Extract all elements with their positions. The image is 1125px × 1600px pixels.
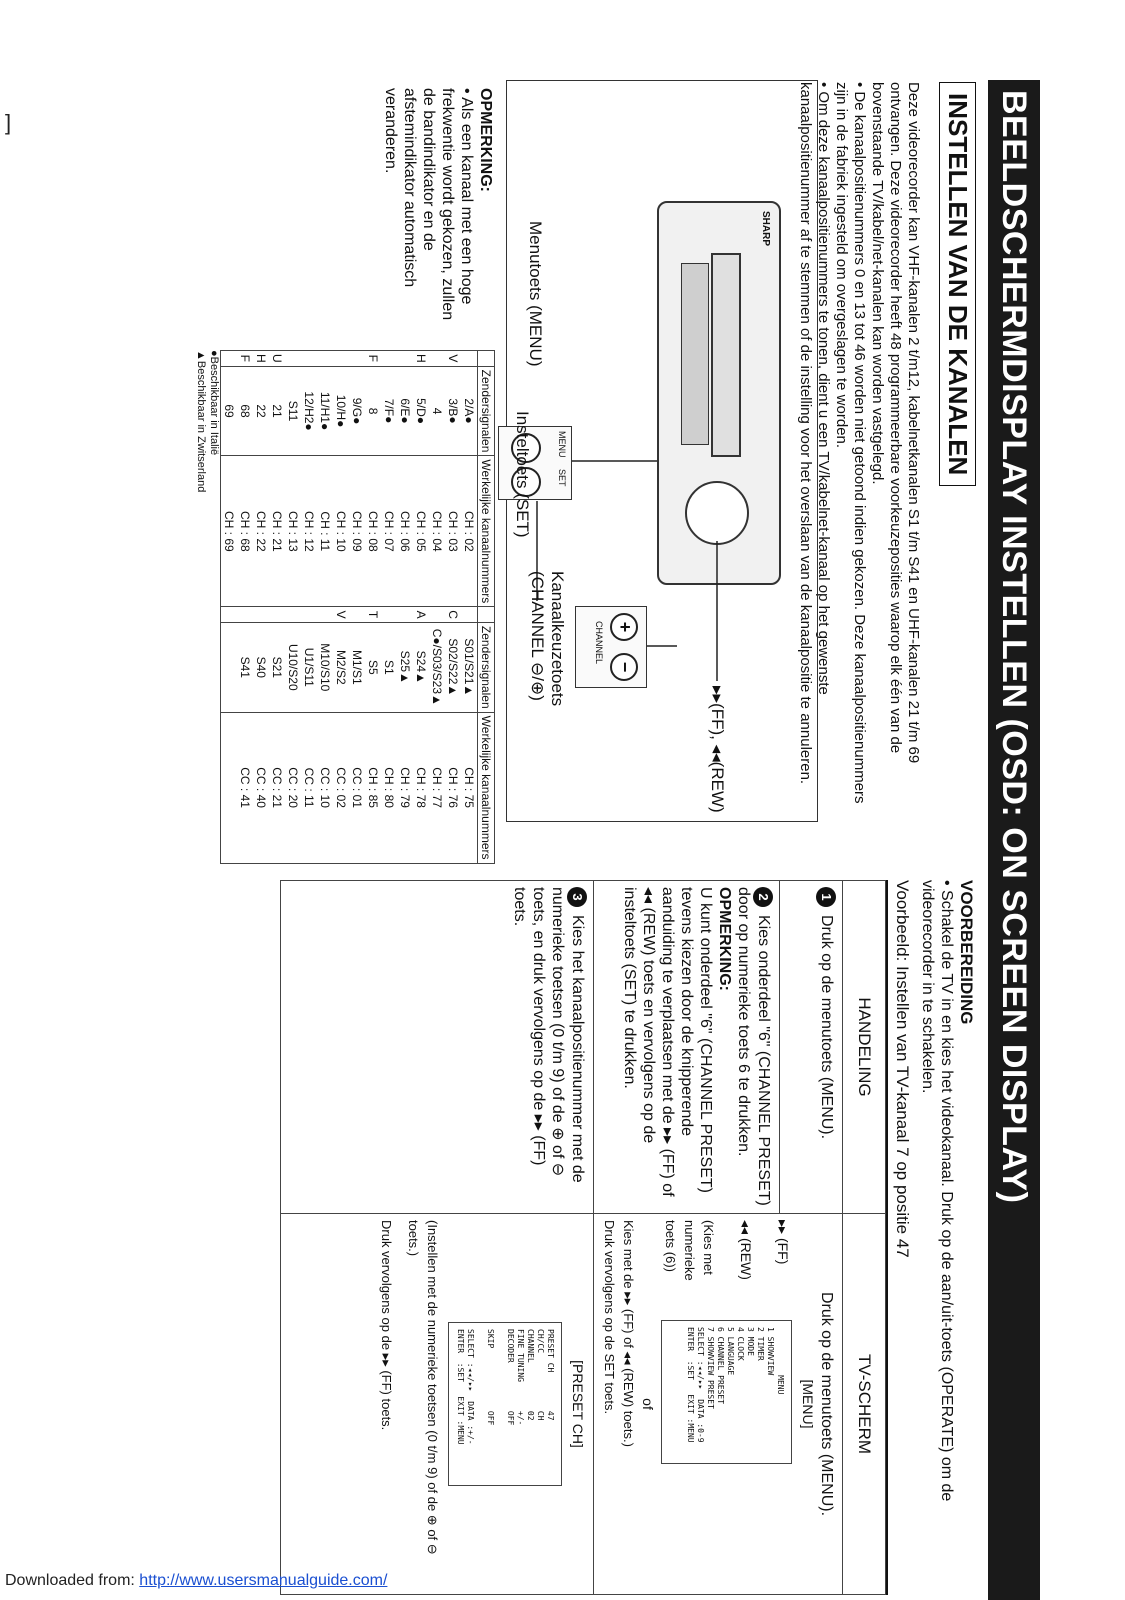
table-cell: F xyxy=(237,351,253,367)
page-title: BEELDSCHERMDISPLAY INSTELLEN (OSD: ON SCREEN DISPLAY) xyxy=(988,80,1040,1600)
step-2: 2Kies onderdeel "6" (CHANNEL PRESET) door op numerieke toets 6 te drukken. OPMERKING: U kunt onderdeel "6" (CHANNEL PRESET) tevens kiezen door de knipperende aanduiding te verplaatsen met de ▸▸ (FF) of ◂◂ (REW) toets en vervolgens op de insteltoets (SET) te drukken. xyxy=(594,881,780,1214)
note-title: OPMERKING: xyxy=(477,88,494,192)
set-key-label: Insteltoets (SET) xyxy=(513,411,532,538)
table-cell: CH : 85 xyxy=(365,712,381,863)
table-cell xyxy=(317,351,333,367)
step-2-note: U kunt onderdeel "6" (CHANNEL PRESET) tevens kiezen door de knipperende aanduiding te verplaatsen met de ▸▸ (FF) of ◂◂ (REW) toets en vervolgens op de insteltoets (SET) te drukken. xyxy=(621,887,714,1197)
table-cell: CH : 06 xyxy=(397,456,413,607)
footer-prefix: Downloaded from: xyxy=(5,1572,140,1589)
table-cell: CH : 76 xyxy=(445,712,461,863)
table-cell: S1 xyxy=(381,622,397,712)
prep-title: VOORBEREIDING xyxy=(957,880,976,1025)
table-cell xyxy=(285,351,301,367)
prep-text: • Schakel de TV in en kies het videokanaal. Druk op de aan/uit-toets (OPERATE) om de videorecorder in te schakelen. xyxy=(919,880,955,1502)
table-cell xyxy=(381,351,397,367)
step-1: 1Druk op de menutoets (MENU). xyxy=(780,881,843,1214)
legend-switzerland: ▲Beschikbaar in Zwitserland xyxy=(195,350,207,493)
table-cell: M1/S1 xyxy=(349,622,365,712)
table-row xyxy=(253,351,269,864)
table-cell: S01/S21▲ xyxy=(461,622,478,712)
step-3-screen xyxy=(281,1214,594,1595)
table-cell xyxy=(333,351,349,367)
table-row xyxy=(413,351,429,864)
table-cell: CC : 11 xyxy=(301,712,317,863)
table-cell xyxy=(221,351,238,367)
table-cell: CH : 02 xyxy=(461,456,478,607)
step-2-tv-c: Druk vervolgens op de SET toets. xyxy=(602,1220,617,1415)
intro-bullet-2: • Om deze kanaalpositienummers te tonen, dient u een TV/kabelnet-kanaal op het gewenste kanaalpositienummer af te stemmen of de instelling voor het overslaan van de kanaalpositie te annuleren. xyxy=(797,82,832,785)
channel-plus-icon[interactable]: + xyxy=(610,613,638,641)
channel-table-header-cell: Zendersignalen xyxy=(478,366,495,456)
table-cell: CH : 69 xyxy=(221,456,238,607)
table-cell: U xyxy=(269,351,285,367)
footer-link[interactable]: http://www.usersmanualguide.com/ xyxy=(139,1572,388,1589)
table-cell: CH : 77 xyxy=(429,712,445,863)
legend-italy: ●Beschikbaar in Italië xyxy=(208,350,220,456)
margin-bracket: ] xyxy=(5,110,12,135)
step-3-tv-a: (Instellen met de numerieke toetsen (0 t/m 9) of de ⊕ of ⊖ toets.) xyxy=(406,1220,440,1555)
table-cell: S40 xyxy=(253,622,269,712)
table-cell xyxy=(429,351,445,367)
ff-rew-label: ▸▸(FF), ◂◂(REW) xyxy=(708,686,727,813)
step-2-icon: 2 xyxy=(753,887,773,907)
table-row xyxy=(333,351,349,864)
table-cell: S5 xyxy=(365,622,381,712)
table-cell: M10/S10 xyxy=(317,622,333,712)
table-cell: CC : 10 xyxy=(317,712,333,863)
table-row xyxy=(317,351,333,864)
table-cell: U10/S20 xyxy=(285,622,301,712)
table-cell: CH : 80 xyxy=(381,712,397,863)
section-title: INSTELLEN VAN DE KANALEN xyxy=(939,82,976,486)
table-cell: CC : 41 xyxy=(237,712,253,863)
table-cell: CC : 40 xyxy=(253,712,269,863)
table-cell: F xyxy=(365,351,381,367)
step-2-tv-b: Kies met de ▸▸ (FF) of ◂◂ (REW) toets.) xyxy=(621,1220,636,1447)
table-cell: CC : 21 xyxy=(269,712,285,863)
table-cell: 12/H2● xyxy=(301,366,317,456)
channel-table-header-cell xyxy=(478,351,495,367)
table-cell: V xyxy=(333,607,349,623)
step-1-icon: 1 xyxy=(816,887,836,907)
table-cell: CC : 02 xyxy=(333,712,349,863)
table-cell xyxy=(221,607,238,623)
table-cell xyxy=(349,351,365,367)
table-cell xyxy=(397,607,413,623)
table-cell xyxy=(429,607,445,623)
step-2-tv-of: of xyxy=(640,1398,656,1410)
download-footer xyxy=(5,1572,387,1590)
table-cell: 8 xyxy=(365,366,381,456)
table-cell: 10/H● xyxy=(333,366,349,456)
channel-table-header-cell: Werkelijke kanaalnummers xyxy=(478,456,495,607)
example-line: Voorbeeld: Instellen van TV-kanaal 7 op positie 47 xyxy=(886,880,912,1595)
table-cell: CC : 01 xyxy=(349,712,365,863)
table-cell: CH : 04 xyxy=(429,456,445,607)
table-cell: C xyxy=(445,607,461,623)
channel-key-label: Kanaalkeuzetoets (CHANNEL ⊖/⊕) xyxy=(528,571,567,707)
table-cell xyxy=(317,607,333,623)
table-cell: C●/S03/S23▲ xyxy=(429,622,445,712)
table-cell: S41 xyxy=(237,622,253,712)
table-cell: H xyxy=(253,351,269,367)
ff-rew-side: ▸▸ (FF) ◂◂ (REW) (Kies met numerieke toets (6)) xyxy=(661,1220,792,1310)
step-1-tv-text: Druk op de menutoets (MENU). xyxy=(818,1291,835,1517)
table-cell xyxy=(221,622,238,712)
col-handeling: HANDELING xyxy=(843,881,886,1214)
intro-bullet-1: • De kanaalpositienummers 0 en 13 tot 46 worden niet getoond indien gekozen. Deze kanaalpositienummers zijn in de fabriek ingesteld om overgeslagen te worden. xyxy=(833,82,868,804)
step-3-tv-b: Druk vervolgens op de ▸▸ (FF) toets. xyxy=(379,1220,394,1431)
menu-btn-label: MENU xyxy=(557,431,567,458)
channel-table-wrap xyxy=(194,350,495,864)
table-row xyxy=(269,351,285,864)
table-cell: T xyxy=(365,607,381,623)
table-cell xyxy=(269,607,285,623)
table-cell: 4 xyxy=(429,366,445,456)
table-cell: 21 xyxy=(269,366,285,456)
table-cell xyxy=(301,607,317,623)
table-cell: M2/S2 xyxy=(333,622,349,712)
intro-paragraph: Deze videorecorder kan VHF-kanalen 2 t/m12, kabelnetkanalen S1 t/m S41 en UHF-kanalen 21 t/m 69 ontvangen. Deze videorecorder heeft 48 programmeerbare voorkeuzeposities waarop elk één van de bovenstaande TV/kabel/net-kanalen kan worden vastgelegd. xyxy=(869,82,922,764)
channel-label: CHANNEL xyxy=(594,621,604,665)
table-cell: CH : 12 xyxy=(301,456,317,607)
procedure-column xyxy=(280,880,976,1595)
table-cell: V xyxy=(445,351,461,367)
set-btn-label: SET xyxy=(557,469,567,487)
table-row xyxy=(301,351,317,864)
table-cell xyxy=(461,351,478,367)
rotated-manual-page xyxy=(40,80,1040,1600)
table-cell: CH : 07 xyxy=(381,456,397,607)
table-cell: 3/B● xyxy=(445,366,461,456)
table-cell: 2/A● xyxy=(461,366,478,456)
preset-screen-label: [PRESET CH] xyxy=(570,1360,586,1448)
table-cell xyxy=(381,607,397,623)
table-cell: A xyxy=(413,607,429,623)
table-cell: CC : 20 xyxy=(285,712,301,863)
channel-table-body xyxy=(221,351,478,864)
note-text: Als een kanaal met een hoge frekwentie wordt gekozen, zullen de bandindikator en de afstemindikator automatisch veranderen. xyxy=(382,88,475,321)
menu-key-label: Menutoets (MENU) xyxy=(526,221,545,367)
table-cell: CH : 13 xyxy=(285,456,301,607)
table-cell: CH : 11 xyxy=(317,456,333,607)
osd-menu-screen: MENU 1 SHOWVIEW 2 TIMER 3 MODE 4 CLOCK 5 LANGUAGE 6 CHANNEL PRESET 7 SHOWVIEW PRESET SELECT :◂◂/▸▸ DATA :0-9 ENTER :SET EXIT :MENU xyxy=(661,1320,792,1464)
table-cell: 68 xyxy=(237,366,253,456)
table-row xyxy=(445,351,461,864)
table-cell xyxy=(253,607,269,623)
step-1-2-screen xyxy=(594,1214,843,1595)
table-cell: S21 xyxy=(269,622,285,712)
col-tv-scherm: TV-SCHERM xyxy=(843,1214,886,1595)
table-row xyxy=(237,351,253,864)
table-cell: S24▲ xyxy=(413,622,429,712)
table-cell xyxy=(301,351,317,367)
table-row xyxy=(221,351,238,864)
table-cell: S25▲ xyxy=(397,622,413,712)
channel-table-header-cell: Werkelijke kanaalnummers xyxy=(478,712,495,863)
note-box: OPMERKING: • Als een kanaal met een hoge frekwentie wordt gekozen, zullen de bandindikator en de afstemindikator automatisch veranderen. xyxy=(382,88,494,321)
table-row xyxy=(365,351,381,864)
table-cell: 22 xyxy=(253,366,269,456)
table-cell: 7/F● xyxy=(381,366,397,456)
table-cell: 5/D● xyxy=(413,366,429,456)
table-row xyxy=(461,351,478,864)
table-cell: S02/S22▲ xyxy=(445,622,461,712)
table-cell: 69 xyxy=(221,366,238,456)
table-row xyxy=(349,351,365,864)
channel-table-header-cell xyxy=(478,607,495,623)
table-cell: CH : 75 xyxy=(461,712,478,863)
table-row xyxy=(381,351,397,864)
table-cell: CH : 68 xyxy=(237,456,253,607)
table-cell xyxy=(461,607,478,623)
table-cell: CH : 21 xyxy=(269,456,285,607)
channel-table-header xyxy=(478,351,495,864)
table-cell: CH : 22 xyxy=(253,456,269,607)
brand-logo: SHARP xyxy=(760,211,771,247)
table-cell xyxy=(397,351,413,367)
steps-table xyxy=(280,880,886,1595)
table-cell: CH : 10 xyxy=(333,456,349,607)
table-cell: CH : 05 xyxy=(413,456,429,607)
vcr-figure xyxy=(506,80,818,822)
table-cell: S11 xyxy=(285,366,301,456)
table-cell: CH : 08 xyxy=(365,456,381,607)
table-row xyxy=(397,351,413,864)
table-cell: CH : 78 xyxy=(413,712,429,863)
table-cell: CH : 79 xyxy=(397,712,413,863)
channel-table xyxy=(220,350,495,864)
table-cell: 6/E● xyxy=(397,366,413,456)
table-cell: H xyxy=(413,351,429,367)
step-2-note-title: OPMERKING: xyxy=(716,887,733,991)
table-cell: 11/H1● xyxy=(317,366,333,456)
table-cell xyxy=(221,712,238,863)
table-cell: CH : 03 xyxy=(445,456,461,607)
table-cell xyxy=(237,607,253,623)
table-cell xyxy=(349,607,365,623)
table-row xyxy=(285,351,301,864)
table-cell xyxy=(285,607,301,623)
channel-table-header-cell: Zendersignalen xyxy=(478,622,495,712)
osd-preset-screen: PRESET CH 47 CH/CC CH CHANNEL 02 FINE TUNING +/- DECODER OFF SKIP OFF SELECT :◂◂/▸▸ DATA :+/- ENTER :SET EXIT :MENU xyxy=(448,1322,562,1486)
step-2-tv-a: (Kies met numerieke toets (6)) xyxy=(663,1220,716,1281)
table-cell: CH : 09 xyxy=(349,456,365,607)
table-cell: U1/S11 xyxy=(301,622,317,712)
step-3-icon: 3 xyxy=(567,887,587,907)
table-row xyxy=(429,351,445,864)
step-3: 3Kies het kanaalpositienummer met de numerieke toetsen (0 t/m 9) of de ⊕ of ⊖ toets, en druk vervolgens op de ▸▸ (FF) toets. xyxy=(281,881,594,1214)
menu-screen-label: [MENU] xyxy=(800,1379,816,1429)
table-cell: 9/G● xyxy=(349,366,365,456)
channel-minus-icon[interactable]: − xyxy=(610,653,638,681)
